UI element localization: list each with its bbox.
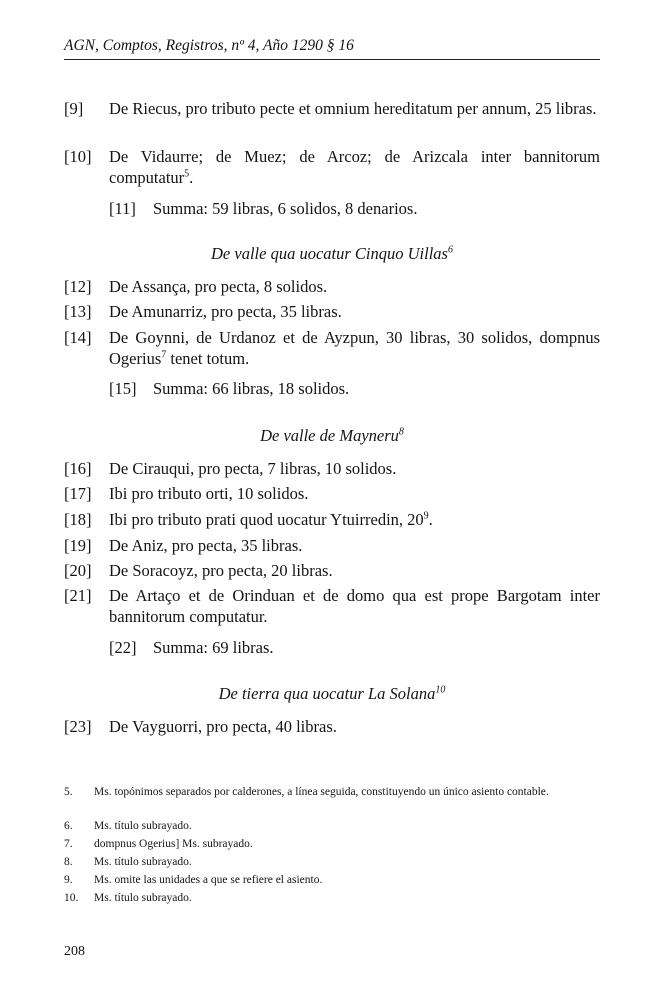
- footnote-ref: 7: [161, 349, 167, 361]
- footnote-text: Ms. título subrayado.: [94, 856, 192, 868]
- footnote-6: [64, 818, 600, 834]
- entry-16: [64, 458, 600, 479]
- footnote-7: [64, 836, 600, 852]
- entry-number: [11]: [109, 199, 136, 218]
- entry-number: [21]: [64, 586, 92, 605]
- entry-12: [64, 276, 600, 297]
- entry-text: Ibi pro tributo orti, 10 solidos.: [109, 484, 309, 503]
- entry-number: [15]: [109, 379, 137, 398]
- entry-text: De Vidaurre; de Muez; de Arcoz; de Arizcala inter bannitorum computatur$^5$.: [109, 147, 600, 187]
- footnote-text: Ms. título subrayado.: [94, 820, 192, 832]
- entry-text: De Amunarriz, pro pecta, 35 libras.: [109, 302, 342, 321]
- entry-text: De Vayguorri, pro pecta, 40 libras.: [109, 717, 337, 736]
- entry-number: [18]: [64, 510, 92, 529]
- entry-number: [9]: [64, 99, 84, 118]
- summa-15: [109, 378, 349, 399]
- footnote-ref: 10: [435, 684, 446, 696]
- entry-number: [13]: [64, 302, 92, 321]
- footnote-9: [64, 872, 600, 888]
- page-number: 208: [64, 944, 85, 959]
- entry-text: De Aniz, pro pecta, 35 libras.: [109, 536, 303, 555]
- summa-11: [109, 198, 417, 219]
- entry-text: De Assança, pro pecta, 8 solidos.: [109, 277, 328, 296]
- entry-text: De Goynni, de Urdanoz et de Ayzpun, 30 libras, 30 solidos, dompnus Ogerius$^7$ tenet totum.: [109, 328, 600, 368]
- footnote-text: Ms. omite las unidades a que se refiere el asiento.: [94, 874, 323, 886]
- entry-text: De Cirauqui, pro pecta, 7 libras, 10 solidos.: [109, 459, 397, 478]
- footnote-number: 9.: [64, 874, 73, 886]
- footnote-10: [64, 890, 600, 906]
- entry-text: De Artaço et de Orinduan et de domo qua est prope Bargotam inter bannitorum computatur.: [109, 586, 600, 626]
- footnote-5: [64, 784, 600, 800]
- entry-23: [64, 716, 600, 737]
- entry-number: [14]: [64, 328, 92, 347]
- entry-10: [64, 146, 600, 188]
- entry-number: [23]: [64, 717, 92, 736]
- entry-14: [64, 327, 600, 369]
- summa-text: Summa: 69 libras.: [153, 638, 274, 657]
- footnote-text: Ms. topónimos separados por calderones, a línea seguida, constituyendo un único asiento contable.: [94, 786, 549, 798]
- entry-number: [17]: [64, 484, 92, 503]
- footnote-text: dompnus Ogerius] Ms. subrayado.: [94, 838, 253, 850]
- footnote-8: [64, 854, 600, 870]
- entry-9: [64, 98, 600, 119]
- entry-text: De Riecus, pro tributo pecte et omnium hereditatum per annum, 25 libras.: [109, 99, 597, 118]
- footnote-text: Ms. título subrayado.: [94, 892, 192, 904]
- entry-number: [20]: [64, 561, 92, 580]
- entry-text: De Soracoyz, pro pecta, 20 libras.: [109, 561, 333, 580]
- footnote-number: 10.: [64, 892, 79, 904]
- footnote-ref: 6: [447, 244, 453, 256]
- summa-text: Summa: 66 libras, 18 solidos.: [153, 379, 350, 398]
- section-heading-la-solana: De tierra qua uocatur La Solana$^{10}$: [218, 684, 446, 703]
- entry-number: [10]: [64, 147, 92, 166]
- summa-text: Summa: 59 libras, 6 solidos, 8 denarios.: [153, 199, 418, 218]
- footnote-number: 6.: [64, 820, 73, 832]
- entry-number: [19]: [64, 536, 92, 555]
- entry-19: [64, 535, 600, 556]
- footnote-ref: 9: [423, 510, 429, 522]
- entry-number: [12]: [64, 277, 92, 296]
- entry-text: Ibi pro tributo prati quod uocatur Ytuirredin, $20^9$.: [109, 510, 433, 529]
- footnote-number: 5.: [64, 786, 73, 798]
- entry-21: [64, 585, 600, 627]
- entry-number: [22]: [109, 638, 137, 657]
- entry-18: [64, 509, 600, 530]
- entry-17: [64, 483, 600, 504]
- section-heading-mayneru: De valle de Mayneru$^8$: [260, 426, 404, 445]
- footnote-ref: 5: [184, 168, 190, 180]
- entry-number: [16]: [64, 459, 92, 478]
- footnote-number: 7.: [64, 838, 73, 850]
- entry-20: [64, 560, 600, 581]
- section-heading-cinquo-uillas: De valle qua uocatur Cinquo Uillas$^6$: [211, 244, 453, 263]
- footnote-number: 8.: [64, 856, 73, 868]
- footnote-ref: 8: [398, 426, 404, 438]
- summa-22: [109, 637, 274, 658]
- entry-13: [64, 301, 600, 322]
- running-header: AGN, Comptos, Registros, nº 4, Año 1290 § 16: [64, 37, 600, 60]
